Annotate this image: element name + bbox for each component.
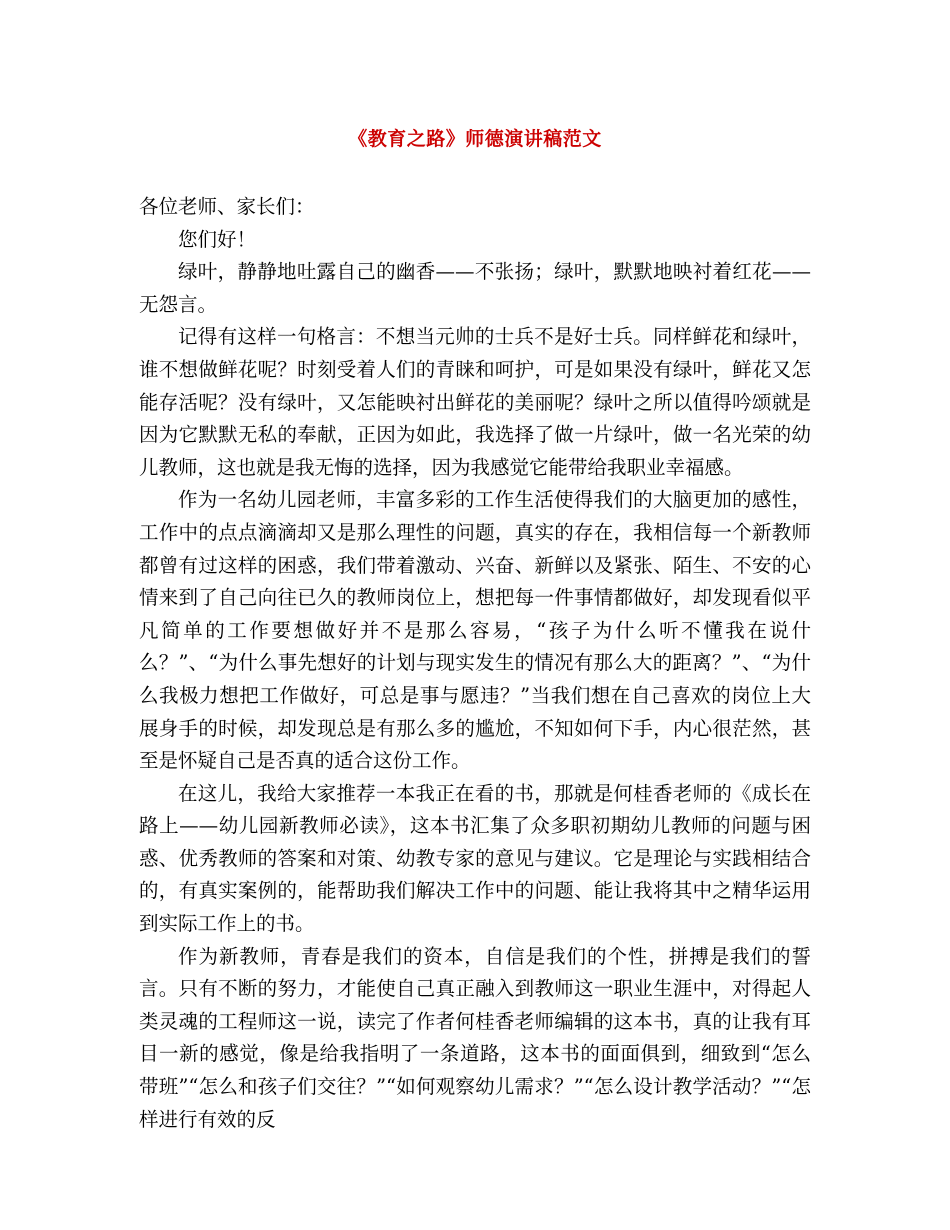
document-body bbox=[139, 191, 811, 1136]
salutation: 各位老师、家长们： bbox=[139, 195, 315, 218]
paragraph-greeting: 您们好！ bbox=[178, 227, 257, 251]
document-title: 《教育之路》师德演讲稿范文 bbox=[348, 128, 602, 150]
paragraph-new-teacher: 作为一名幼儿园老师，丰富多彩的工作生活使得我们的大脑更加的感性，工作中的点点滴滴却又是那么理性的问题，真实的存在，我相信每一个新教师都曾有过这样的困惑，我们带着激动、兴奋、新鲜以及紧张、陌生、不安的心情来到了自己向往已久的教师岗位上，想把每一件事情都做好，却发现看似平凡简单的工作要想做好并不是那么容易，“孩子为什么听不懂我在说什么？”、“为什么事先想好的计划与现实发生的情况有那么大的距离？”、“为什么我极力想把工作做好，可总是事与愿违？”当我们想在自己喜欢的岗位上大展身手的时候，却发现总是有那么多的尴尬，不知如何下手，内心很茫然，甚至是怀疑自己是否真的适合这份工作。 bbox=[139, 488, 811, 773]
paragraph-youth: 作为新教师，青春是我们的资本，自信是我们的个性，拼搏是我们的誓言。只有不断的努力，才能使自己真正融入到教师这一职业生涯中，对得起人类灵魂的工程师这一说，读完了作者何桂香老师编辑的这本书，真的让我有耳目一新的感觉，像是给我指明了一条道路，这本书的面面俱到，细致到“怎么带班”“怎么和孩子们交往？”“如何观察幼儿需求？”“怎么设计教学活动？”“怎样进行有效的反 bbox=[139, 944, 811, 1131]
paragraph-book-recommendation: 在这儿，我给大家推荐一本我正在看的书，那就是何桂香老师的《成长在路上——幼儿园新教师必读》，这本书汇集了众多职初期幼儿教师的问题与困惑、优秀教师的答案和对策、幼教专家的意见与建议。它是理论与实践相结合的，有真实案例的，能帮助我们解决工作中的问题、能让我将其中之精华运用到实际工作上的书。 bbox=[139, 781, 811, 936]
paragraph-green-leaf: 绿叶，静静地吐露自己的幽香——不张扬；绿叶，默默地映衬着红花——无怨言。 bbox=[139, 260, 811, 316]
paragraph-motto: 记得有这样一句格言：不想当元帅的士兵不是好士兵。同样鲜花和绿叶，谁不想做鲜花呢？时刻受着人们的青睐和呵护，可是如果没有绿叶，鲜花又怎能存活呢？没有绿叶，又怎能映衬出鲜花的美丽呢？绿叶之所以值得吟颂就是因为它默默无私的奉献，正因为如此，我选择了做一片绿叶，做一名光荣的幼儿教师，这也就是我无悔的选择，因为我感觉它能带给我职业幸福感。 bbox=[139, 325, 811, 479]
